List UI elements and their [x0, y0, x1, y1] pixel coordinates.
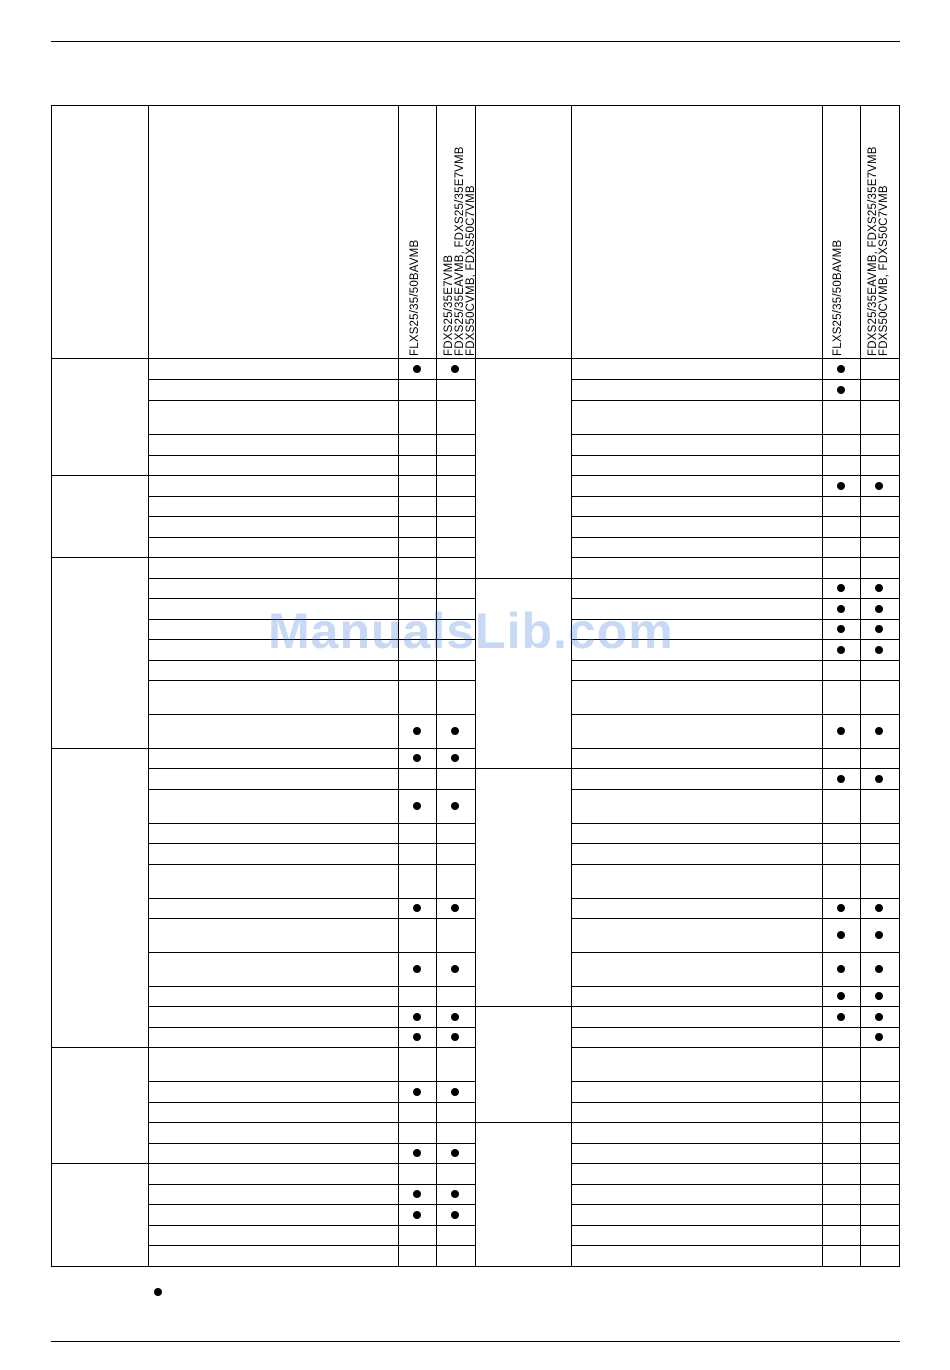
feature-mark: [413, 904, 421, 912]
feature-mark: [451, 802, 459, 810]
feature-mark: [875, 584, 883, 592]
header-left-col-b-line3: FDXS50CVMB, FDXS50C7VMB: [465, 185, 477, 356]
feature-mark: [451, 1211, 459, 1219]
feature-mark: [875, 1013, 883, 1021]
feature-mark: [413, 1088, 421, 1096]
feature-mark: [451, 1088, 459, 1096]
header-left-col-b-line2: FDXS25/35EAVMB, FDXS25/35E7VMB: [454, 146, 466, 356]
feature-mark: [413, 1190, 421, 1198]
header-left-col-a: FLXS25/35/50BAVMB: [409, 239, 421, 356]
footnote-bullet: [154, 1288, 162, 1296]
feature-mark: [837, 365, 845, 373]
header-right-col-a: FLXS25/35/50BAVMB: [832, 239, 844, 356]
feature-mark: [837, 584, 845, 592]
feature-mark: [837, 1013, 845, 1021]
feature-mark: [837, 965, 845, 973]
feature-mark: [837, 727, 845, 735]
feature-mark: [413, 365, 421, 373]
feature-mark: [875, 482, 883, 490]
feature-mark: [875, 1033, 883, 1041]
feature-mark: [875, 775, 883, 783]
feature-mark: [451, 727, 459, 735]
header-right-col-b-line2: FDXS50CVMB, FDXS50C7VMB: [878, 185, 890, 356]
feature-mark: [875, 605, 883, 613]
feature-mark: [837, 931, 845, 939]
header-right-col-b-line1: FDXS25/35EAVMB, FDXS25/35E7VMB: [867, 146, 879, 356]
feature-mark: [413, 727, 421, 735]
feature-mark: [837, 482, 845, 490]
feature-mark: [875, 904, 883, 912]
feature-mark: [875, 965, 883, 973]
header-left-col-b-line1: FDXS25/35E7VMB: [443, 254, 455, 356]
feature-mark: [451, 1033, 459, 1041]
feature-mark: [837, 775, 845, 783]
feature-mark: [837, 992, 845, 1000]
feature-mark: [875, 992, 883, 1000]
feature-mark: [837, 904, 845, 912]
feature-mark: [451, 1013, 459, 1021]
feature-mark: [413, 1211, 421, 1219]
feature-mark: [837, 605, 845, 613]
feature-mark: [413, 802, 421, 810]
feature-mark: [451, 965, 459, 973]
feature-mark: [451, 754, 459, 762]
feature-mark: [875, 727, 883, 735]
feature-mark: [413, 1033, 421, 1041]
feature-mark: [837, 386, 845, 394]
feature-mark: [413, 1149, 421, 1157]
feature-mark: [451, 365, 459, 373]
feature-mark: [875, 625, 883, 633]
feature-mark: [837, 646, 845, 654]
feature-mark: [451, 904, 459, 912]
feature-mark: [413, 1013, 421, 1021]
watermark: ManualsLib.com: [268, 603, 674, 659]
feature-mark: [875, 931, 883, 939]
feature-mark: [413, 754, 421, 762]
feature-mark: [451, 1190, 459, 1198]
feature-mark: [413, 965, 421, 973]
feature-mark: [875, 646, 883, 654]
feature-mark: [451, 1149, 459, 1157]
feature-mark: [837, 625, 845, 633]
